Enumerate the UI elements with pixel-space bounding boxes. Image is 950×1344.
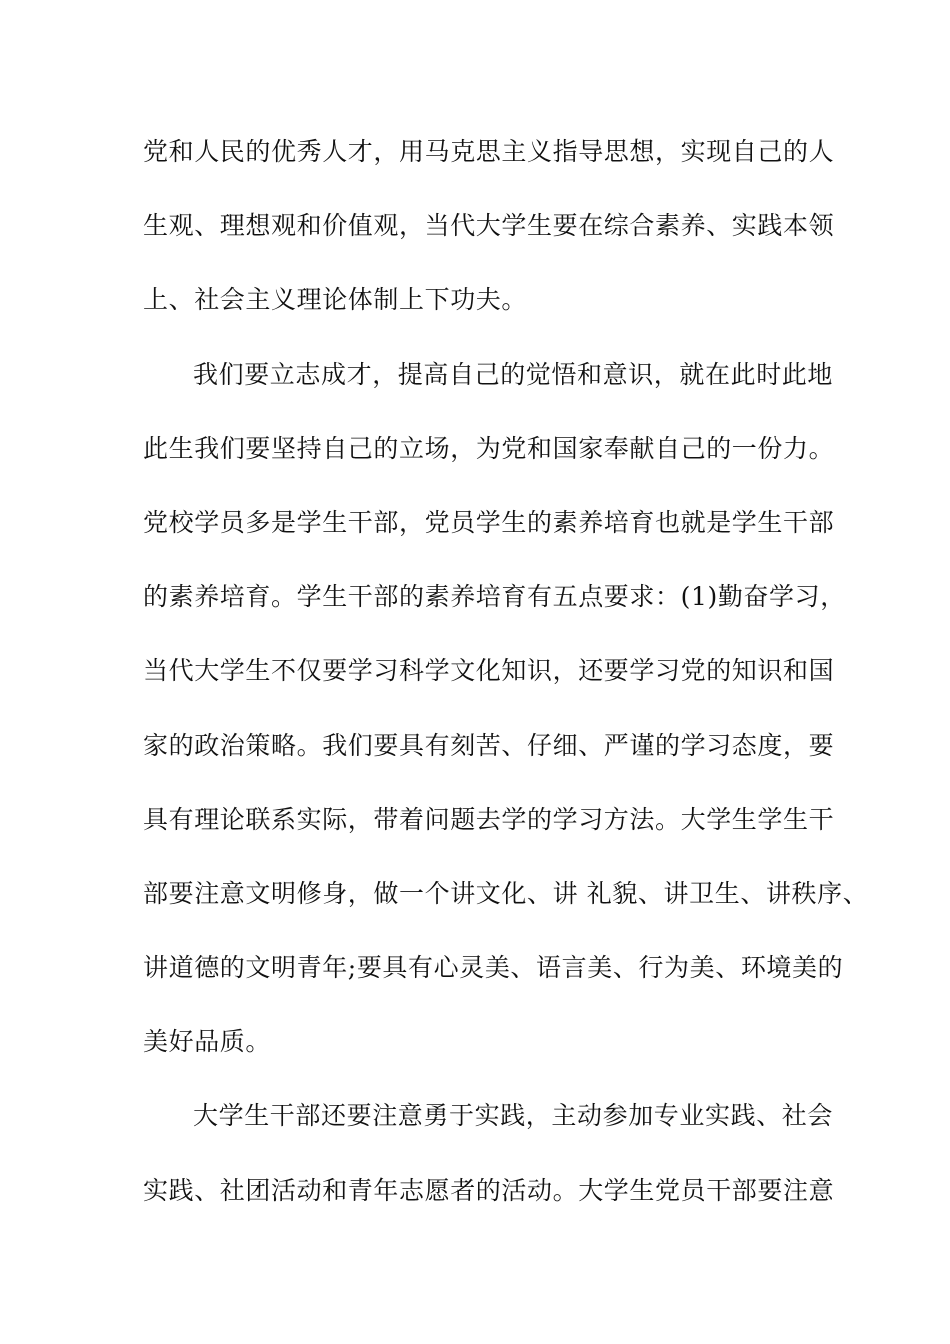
text-line: 上、社会主义理论体制上下功夫。 — [143, 285, 528, 315]
text-line: 当代大学生不仅要学习科学文化知识，还要学习党的知识和国 — [143, 656, 835, 686]
paragraph-start-line: 我们要立志成才，提高自己的觉悟和意识，就在此时此地 — [193, 359, 834, 389]
text-line: 部要注意文明修身，做一个讲文化、讲 礼貌、讲卫生、讲秩序、 — [143, 878, 869, 908]
text-line: 此生我们要坚持自己的立场，为党和国家奉献自己的一份力。 — [143, 433, 835, 463]
text-line: 的素养培育。学生干部的素养培育有五点要求：(1)勤奋学习， — [143, 582, 846, 612]
text-line: 讲道德的文明青年;要具有心灵美、语言美、行为美、环境美的 — [143, 953, 844, 983]
text-line: 党校学员多是学生干部，党员学生的素养培育也就是学生干部 — [143, 507, 835, 537]
text-line: 美好品质。 — [143, 1027, 272, 1057]
text-line: 家的政治策略。我们要具有刻苦、仔细、严谨的学习态度，要 — [143, 730, 835, 760]
text-line: 党和人民的优秀人才，用马克思主义指导思想，实现自己的人 — [143, 137, 835, 166]
document-body — [143, 131, 869, 1244]
text-line: 实践、社团活动和青年志愿者的活动。大学生党员干部要注意 — [143, 1175, 835, 1205]
text-line: 具有理论联系实际，带着问题去学的学习方法。大学生学生干 — [143, 804, 835, 834]
text-line: 生观、理想观和价值观，当代大学生要在综合素养、实践本领 — [143, 211, 835, 241]
paragraph-start-line: 大学生干部还要注意勇于实践，主动参加专业实践、社会 — [193, 1101, 834, 1131]
